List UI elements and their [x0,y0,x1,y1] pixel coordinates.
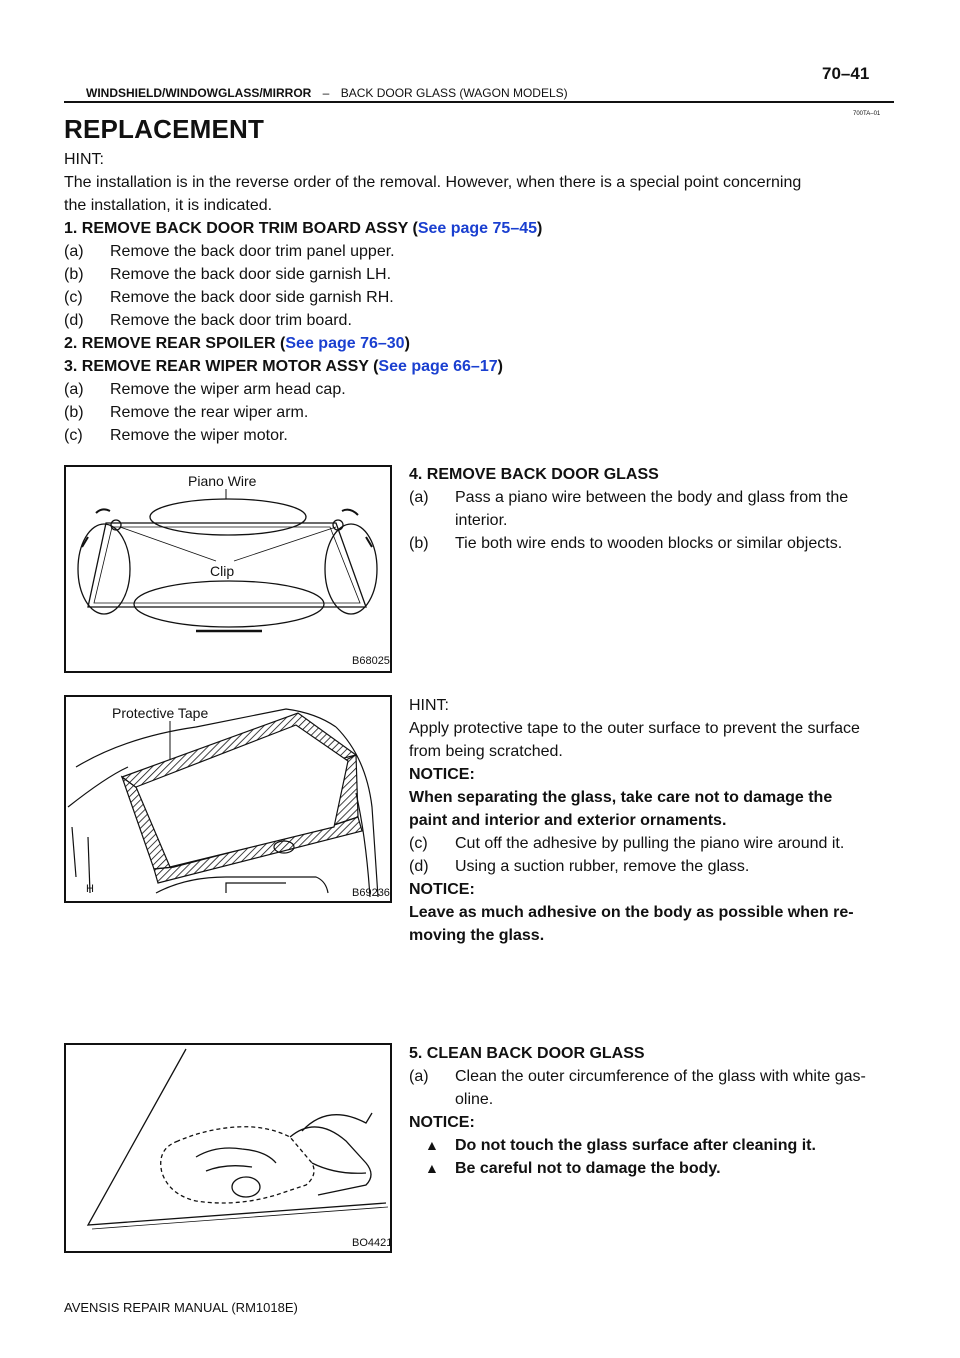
step-3b-label: (b) [64,404,84,421]
step-3a-text: Remove the wiper arm head cap. [110,381,346,398]
doc-code: 700TA–01 [853,111,881,117]
step-1b-text: Remove the back door side garnish LH. [110,266,392,283]
notice-1-line-1: When separating the glass, take care not to damage the [409,789,833,806]
step-3b-text: Remove the rear wiper arm. [110,404,309,421]
step-4-heading: 4. REMOVE BACK DOOR GLASS [409,466,659,483]
step-4a-line-1: Pass a piano wire between the body and glass from the [455,489,849,506]
step-1-close: ) [537,220,543,237]
bullet-triangle-icon: ▲ [425,1137,439,1153]
figure-code-2: B69236 [352,887,390,899]
page-number: 70–41 [822,64,870,83]
step-3-heading [64,355,503,378]
step-5a-label: (a) [409,1068,429,1085]
zoom-ellipse-bottom [134,581,324,627]
notice-2-line-1: Leave as much adhesive on the body as possible when re- [409,904,854,921]
notice-1-label: NOTICE: [409,766,475,783]
step-5-heading: 5. CLEAN BACK DOOR GLASS [409,1045,645,1062]
protective-tape-illustration [66,697,390,901]
hint-2-line-1: Apply protective tape to the outer surface to prevent the surface [409,720,860,737]
step-3c-text: Remove the wiper motor. [110,427,288,444]
step-1-subitems [64,240,394,332]
cloth [161,1127,314,1203]
step-4c-text: Cut off the adhesive by pulling the piano wire around it. [455,835,845,852]
step-1a-label: (a) [64,243,84,260]
step-3-link[interactable]: See page 66–17 [378,358,498,375]
step-1c-label: (c) [64,289,83,306]
step-2-link[interactable]: See page 76–30 [285,335,405,352]
hand-thumb [232,1177,260,1197]
header-section: WINDSHIELD/WINDOWGLASS/MIRROR [86,86,312,100]
zoom-ellipse-top [150,499,306,535]
step-1d-text: Remove the back door trim board. [110,312,352,329]
step-1c-text: Remove the back door side garnish RH. [110,289,394,306]
step-4a-line-2: interior. [455,512,508,529]
step-2-title: 2. REMOVE REAR SPOILER ( [64,335,286,352]
step-4d-label: (d) [409,858,429,875]
label-clip: Clip [210,563,235,579]
figure-code-3: BO4421 [352,1237,393,1249]
running-header [86,86,568,100]
notice-3-label: NOTICE: [409,1114,475,1131]
zoom-ellipse-right [325,524,377,614]
step-3-title: 3. REMOVE REAR WIPER MOTOR ASSY ( [64,358,379,375]
clean-glass-illustration [66,1045,393,1251]
step-5a-line-1: Clean the outer circumference of the glass with white gas- [455,1068,866,1085]
step-3-close: ) [497,358,503,375]
hint-2-label: HINT: [409,697,449,714]
figure-piano-wire-clips [64,465,392,673]
step-3c-label: (c) [64,427,83,444]
step-4c-label: (c) [409,835,428,852]
bullet-triangle-icon: ▲ [425,1160,439,1176]
zoom-ellipse-left [78,524,130,614]
clip-leader-right [234,527,336,561]
step-1a-text: Remove the back door trim panel upper. [110,243,395,260]
step-4-body [409,486,899,672]
hint-line-2: the installation, it is indicated. [64,197,273,214]
figure-corner-mark: H [86,883,94,895]
step-1-title: 1. REMOVE BACK DOOR TRIM BOARD ASSY ( [64,220,418,237]
figure-code-1: B68025 [352,655,390,667]
label-piano-wire: Piano Wire [188,473,257,489]
step-3-subitems [64,378,394,447]
hint-label: HINT: [64,151,104,168]
hint-line-1: The installation is in the reverse order of the removal. However, when there is a special point concerning [64,174,802,191]
page-footer: AVENSIS REPAIR MANUAL (RM1018E) [64,1300,298,1315]
step-5-body [409,1065,899,1185]
figure-clean-glass [64,1043,392,1253]
label-protective-tape: Protective Tape [112,705,209,721]
step-1-heading [64,217,542,240]
header-separator: – [322,86,330,100]
page-title: REPLACEMENT [64,114,265,144]
step-4-notes [409,694,899,956]
notice-1-line-2: paint and interior and exterior ornaments. [409,812,727,829]
notice-3-bullet-2: Be careful not to damage the body. [455,1160,721,1177]
step-4b-text: Tie both wire ends to wooden blocks or similar objects. [455,535,843,552]
notice-2-label: NOTICE: [409,881,475,898]
hand-outline [290,1127,371,1195]
step-4d-text: Using a suction rubber, remove the glass. [455,858,750,875]
step-2-close: ) [404,335,410,352]
header-rule [64,101,894,103]
notice-2-line-2: moving the glass. [409,927,545,944]
clip-leader-left [120,527,216,561]
step-1-link[interactable]: See page 75–45 [417,220,538,237]
step-4b-label: (b) [409,535,429,552]
hint-2-line-2: from being scratched. [409,743,563,760]
step-5a-line-2: oline. [455,1091,494,1108]
glass-pane [136,725,348,867]
header-subsection: BACK DOOR GLASS (WAGON MODELS) [340,86,568,100]
step-1d-label: (d) [64,312,84,329]
step-2-heading [64,332,410,355]
notice-3-bullet-1: Do not touch the glass surface after cleaning it. [455,1137,816,1154]
figure-protective-tape [64,695,392,903]
step-3a-label: (a) [64,381,84,398]
step-1b-label: (b) [64,266,84,283]
step-4a-label: (a) [409,489,429,506]
